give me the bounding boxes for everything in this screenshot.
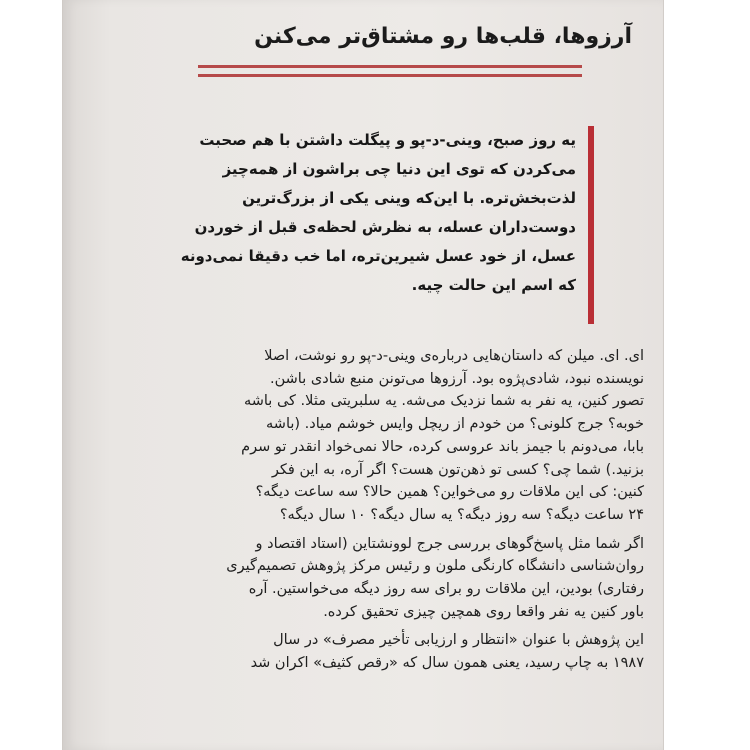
- quote-line: عسل، از خود عسل شیرین‌تره، اما خب دقیقا نمی‌دونه: [180, 247, 576, 265]
- heading-rule-bottom: [198, 74, 582, 77]
- body-line: ای. ای. میلن که داستان‌هایی درباره‌ی وینی-د-پو رو نوشت، اصلا: [264, 348, 644, 364]
- body-line: روان‌شناسی دانشگاه کارنگی ملون و رئیس مرکز پژوهش تصمیم‌گیری: [226, 558, 644, 575]
- body-line: تصور کنین، یه نفر به شما نزدیک می‌شه. یه سلبریتی مثلا. کی باشه: [243, 393, 644, 410]
- body-line: بزنید.) شما چی؟ کسی تو ذهن‌تون هست؟ اگر آره، به این فکر: [271, 461, 644, 478]
- quote-text: [136, 126, 576, 300]
- quote-line: که اسم این حالت چیه.: [411, 276, 576, 294]
- body-line: بابا، می‌دونم با جیمز باند عروسی کرده، حالا نمی‌خواد انقدر تو سرم: [241, 438, 644, 455]
- body-text: [164, 345, 644, 675]
- body-line: ۲۴ ساعت دیگه؟ سه روز دیگه؟ یه سال دیگه؟ ۱۰ سال دیگه؟: [279, 506, 644, 523]
- body-line: خوبه؟ جرج کلونی؟ من خودم از ریچل وایس خوشم میاد. (باشه: [266, 416, 644, 433]
- body-line: نویسنده نبود، شادی‌پژوه بود. آرزوها می‌تونن منبع شادی باشن.: [269, 370, 644, 387]
- quote-accent-bar: [588, 126, 594, 324]
- quote-block: [134, 126, 594, 324]
- body-line: رفتاری) بودین، این ملاقات رو برای سه روز دیگه می‌خواستین. آره: [248, 581, 644, 598]
- body-line: ۱۹۸۷ به چاپ رسید، یعنی همون سال که «رقص کثیف» اکران شد: [250, 655, 644, 672]
- quote-line: دوست‌داران عسله، به نظرش لحظه‌ی قبل از خوردن: [194, 218, 576, 236]
- body-line: این پژوهش با عنوان «انتظار و ارزیابی تأخیر مصرف» در سال: [273, 632, 644, 649]
- body-line: کنین: کی این ملاقات رو می‌خواین؟ همین حالا؟ سه ساعت دیگه؟: [255, 484, 644, 501]
- body-line: باور کنین یه نفر واقعا روی همچین چیزی تحقیق کرده.: [323, 603, 644, 620]
- body-line: اگر شما مثل پاسخ‌گوهای بررسی جرج لوونشتاین (استاد اقتصاد و: [255, 535, 644, 552]
- quote-line: یه روز صبح، وینی-د-پو و پیگلت داشتن با هم صحبت: [199, 131, 576, 149]
- heading-rule-top: [198, 65, 582, 68]
- chapter-heading: آرزوها، قلب‌ها رو مشتاق‌تر می‌کنن: [254, 24, 632, 49]
- quote-line: می‌کردن که توی این دنیا چی براشون از همه‌چیز: [222, 160, 576, 178]
- quote-line: لذت‌بخش‌تره. با این‌که وینی یکی از بزرگ‌ترین: [242, 189, 576, 207]
